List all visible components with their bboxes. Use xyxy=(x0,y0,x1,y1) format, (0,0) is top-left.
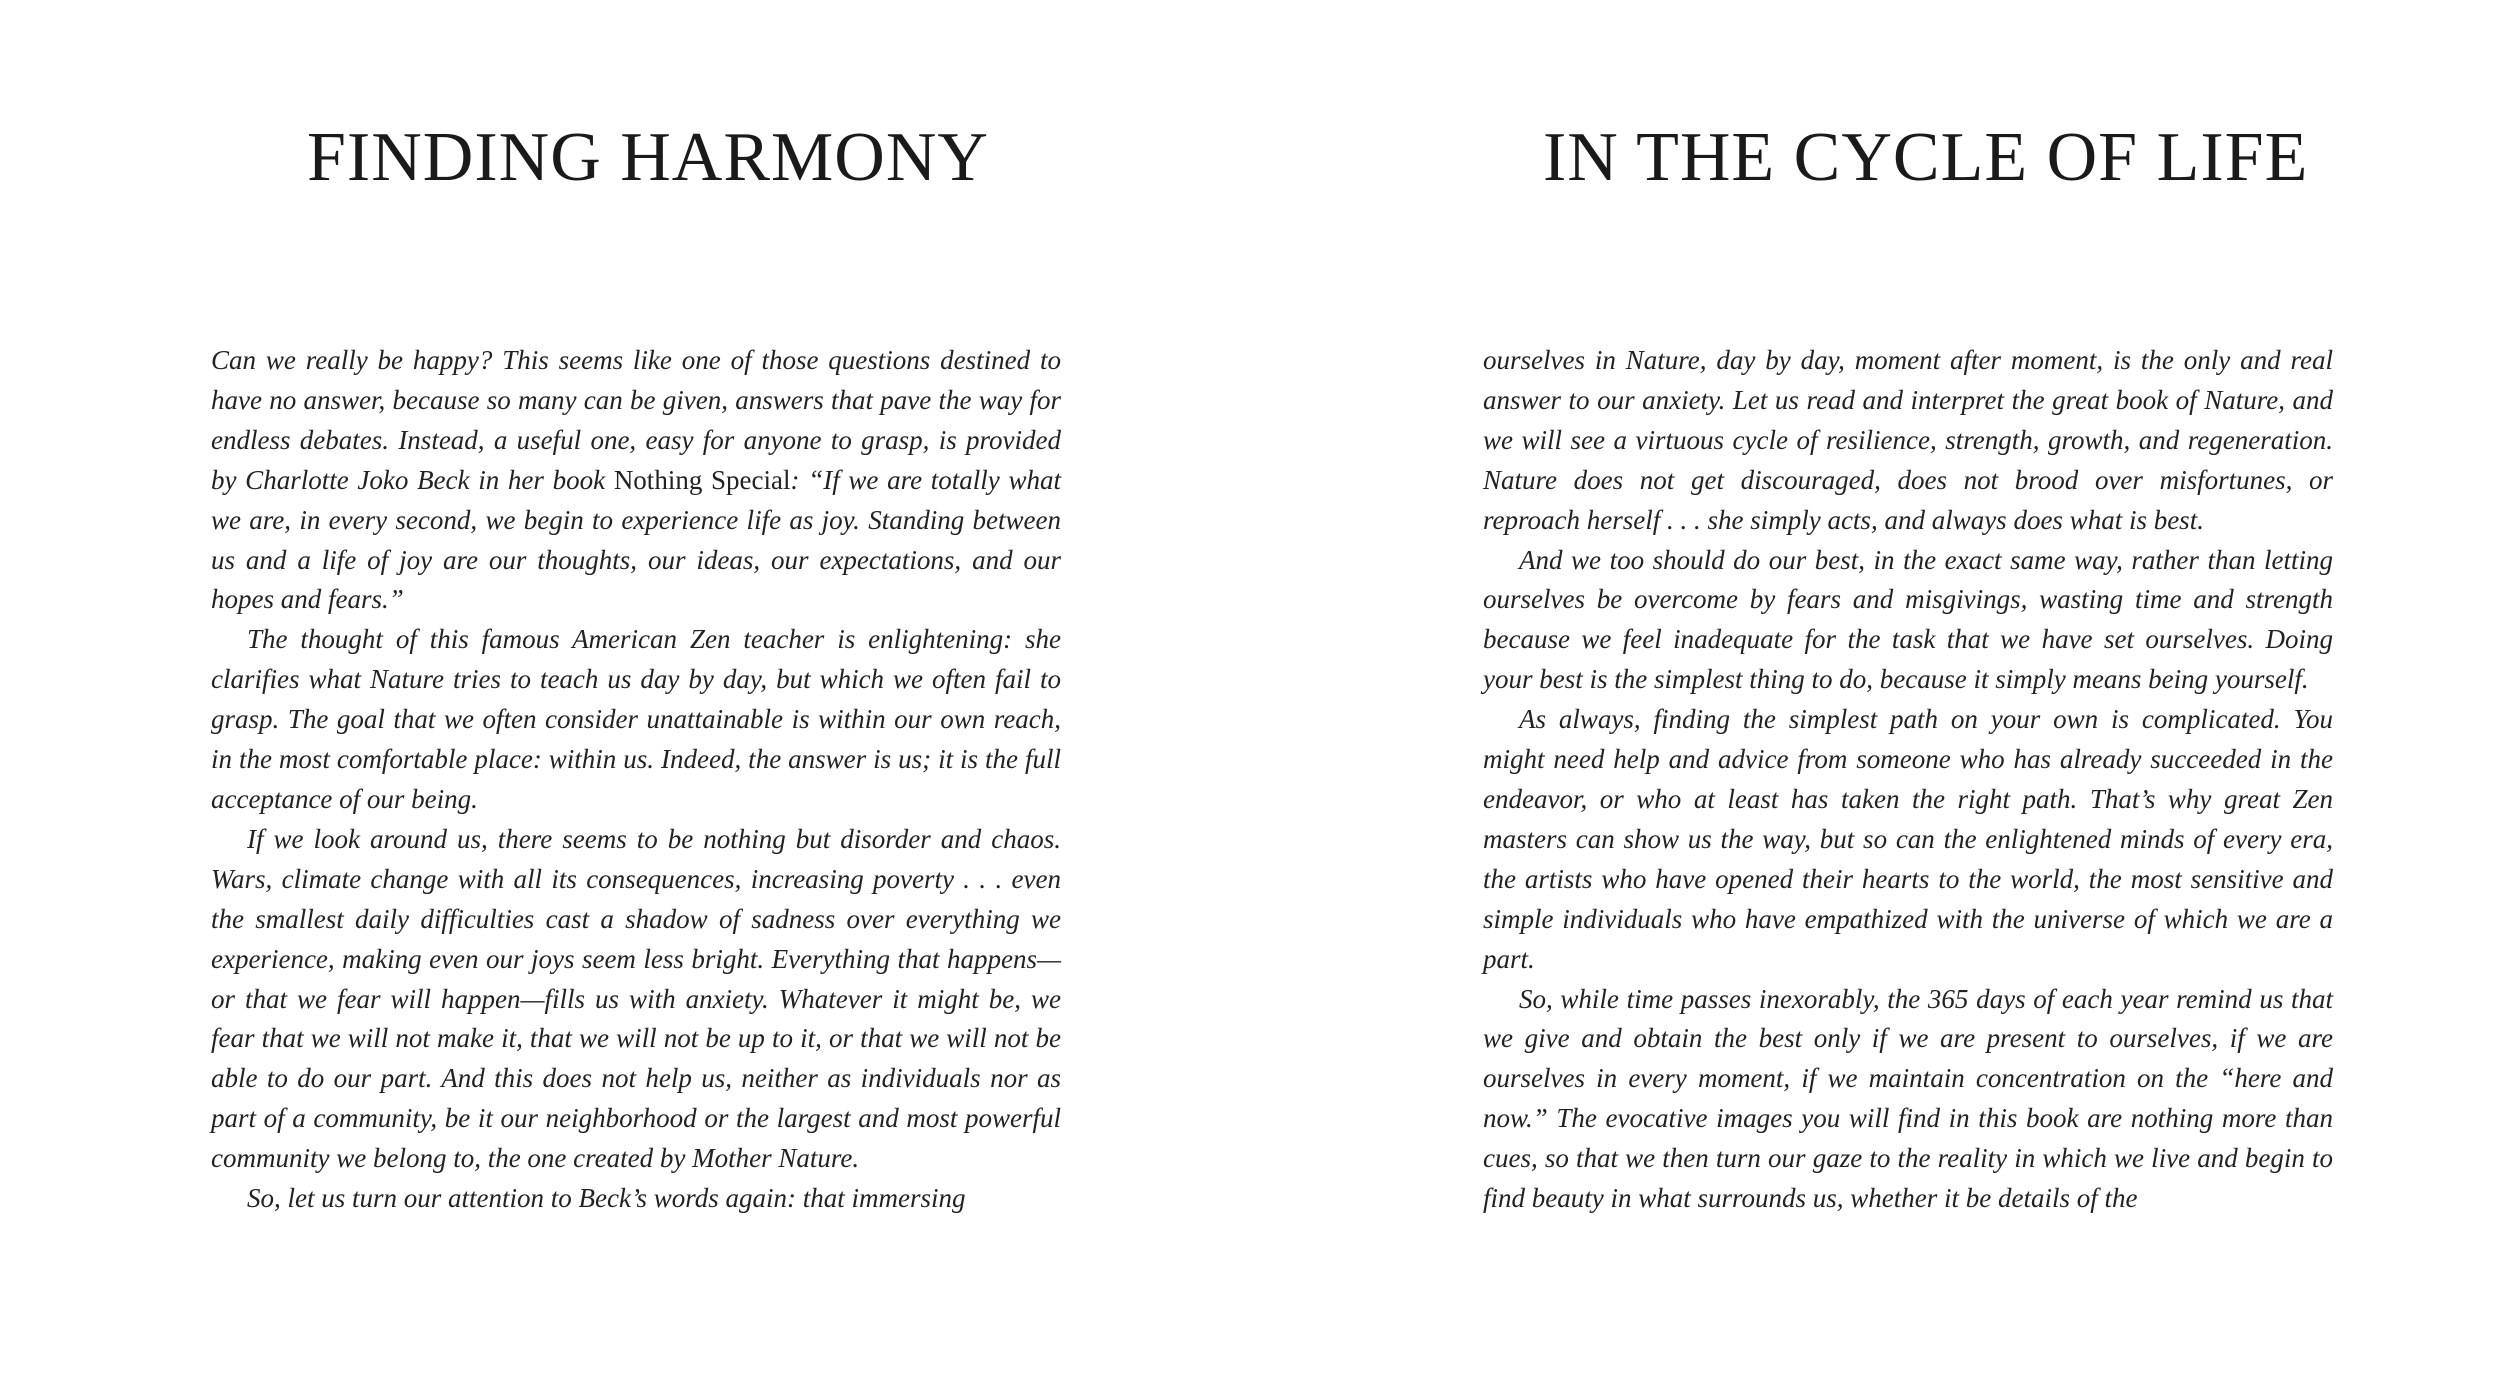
paragraph: If we look around us, there seems to be nothing but disorder and chaos. Wars, climate change with all its consequences, increasing poverty . . . even the smallest daily difficulties cast a shadow of sadness over everything we experience, making even our joys seem less bright. Everything that happens—or that we fear will happen—fills us with anxiety. Whatever it might be, we fear that we will not make it, that we will not be up to it, or that we will not be able to do our part. And this does not help us, neither as individuals nor as part of a community, be it our neighborhood or the largest and most powerful community we belong to, the one created by Mother Nature. xyxy=(211,823,1061,1174)
book-title: Nothing Special xyxy=(613,464,791,495)
paragraph: The thought of this famous American Zen teacher is enlightening: she clarifies what Nature tries to teach us day by day, but which we often fail to grasp. The goal that we often consider unattainable is within our own reach, in the most comfortable place: within us. Indeed, the answer is us; it is the full acceptance of our being. xyxy=(211,624,1061,814)
right-page-body xyxy=(1483,341,2333,1219)
paragraph: As always, finding the simplest path on your own is complicated. You might need help and advice from someone who has already succeeded in the endeavor, or who at least has taken the right path. That’s why great Zen masters can show us the way, but so can the enlightened minds of every era, the artists who have opened their hearts to the world, the most sensitive and simple individuals who have empathized with the universe of which we are a part. xyxy=(1483,704,2333,974)
right-page-title: IN THE CYCLE OF LIFE xyxy=(1543,119,2309,196)
paragraph: So, let us turn our attention to Beck’s words again: that immersing xyxy=(247,1183,966,1214)
right-page xyxy=(1260,0,2520,1400)
paragraph: So, while time passes inexorably, the 365 days of each year remind us that we give and obtain the best only if we are present to ourselves, if we are ourselves in every moment, if we maintain concentration on the “here and now.” The evocative images you will find in this book are nothing more than cues, so that we then turn our gaze to the reality in which we live and begin to find beauty in what surrounds us, whether it be details of the xyxy=(1483,983,2333,1214)
paragraph xyxy=(211,341,1061,620)
paragraph-text: Can we really be happy? This seems like one of those questions destined to have no answer, because so many can be given, answers that pave the way for endless debates. Instead, a useful one, easy for anyone to grasp, is provided by Charlotte Joko Beck in her book xyxy=(211,345,1061,495)
paragraph: ourselves in Nature, day by day, moment after moment, is the only and real answer to our anxiety. Let us read and interpret the great book of Nature, and we will see a virtuous cycle of resilience, strength, growth, and regeneration. Nature does not get discouraged, does not brood over misfortunes, or reproach herself . . . she simply acts, and always does what is best. xyxy=(1483,345,2333,535)
paragraph-text: : “If we are totally what we are, in every second, we begin to experience life as joy. Standing between us and a life of joy are our thoughts, our ideas, our expectations, and our hopes and fears.” xyxy=(211,464,1061,615)
left-page-body xyxy=(211,341,1061,1219)
paragraph: And we too should do our best, in the exact same way, rather than letting ourselves be overcome by fears and misgivings, wasting time and strength because we feel inadequate for the task that we have set ourselves. Doing your best is the simplest thing to do, because it simply means being yourself. xyxy=(1483,544,2333,695)
left-page-title: FINDING HARMONY xyxy=(307,119,989,196)
